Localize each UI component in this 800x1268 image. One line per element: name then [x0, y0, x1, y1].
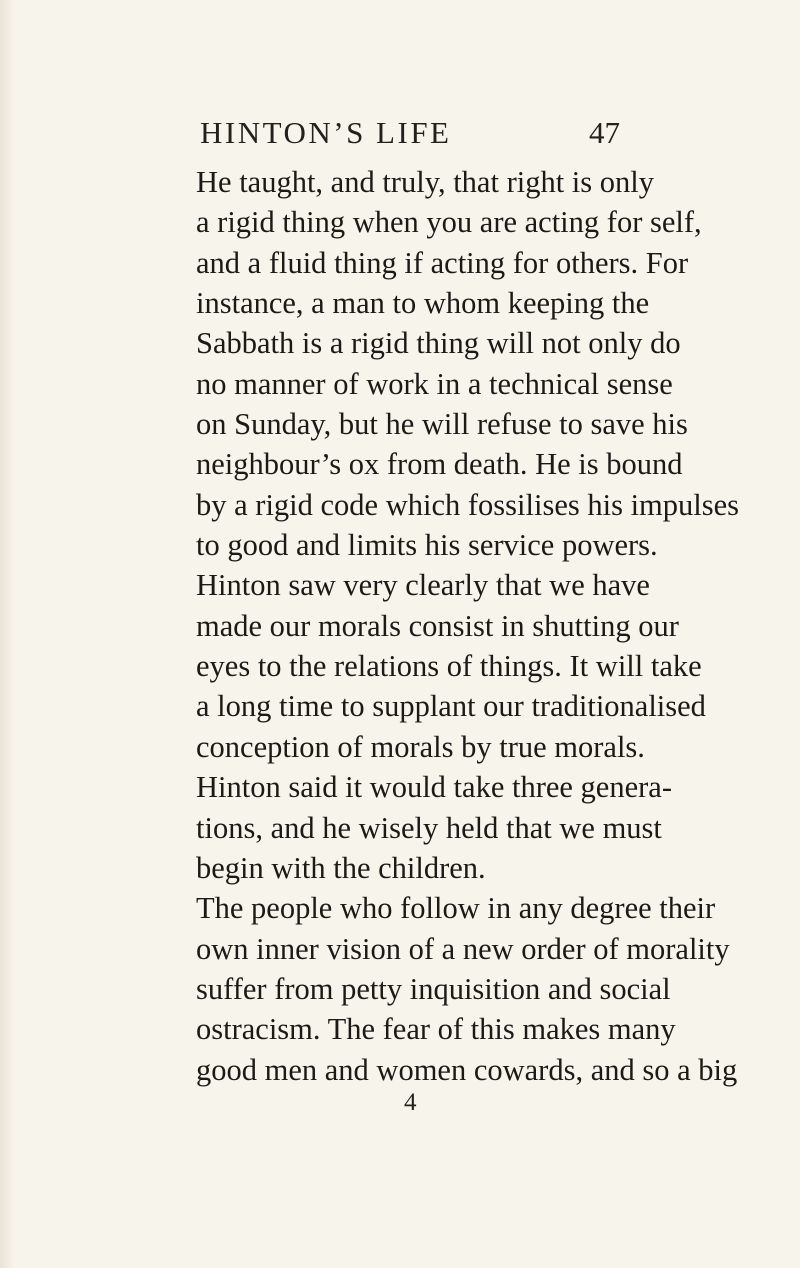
text-line: a long time to supplant our traditionalised: [196, 689, 706, 724]
text-line: Hinton said it would take three genera-: [196, 770, 672, 805]
text-line: instance, a man to whom keeping the: [196, 286, 650, 321]
gutter-shadow: [0, 0, 14, 1268]
text-line: no manner of work in a technical sense: [196, 366, 673, 401]
text-line: suffer from petty inquisition and social: [196, 971, 671, 1006]
text-line: Hinton saw very clearly that we have: [196, 568, 650, 603]
running-title: HINTON’S LIFE: [200, 115, 452, 150]
text-line: neighbour’s ox from death. He is bound: [196, 447, 683, 482]
text-line: to good and limits his service powers.: [196, 528, 658, 563]
text-line: eyes to the relations of things. It will take: [196, 649, 702, 684]
text-line: conception of morals by true morals.: [196, 729, 645, 764]
text-line: made our morals consist in shutting our: [196, 608, 679, 643]
text-line: begin with the children.: [196, 850, 486, 885]
text-line: on Sunday, but he will refuse to save his: [196, 407, 688, 442]
text-line: by a rigid code which fossilises his impulses: [196, 487, 740, 522]
text-line: He taught, and truly, that right is only: [196, 165, 654, 199]
signature-mark: 4: [404, 1089, 417, 1116]
body-text: [196, 162, 740, 1090]
text-line: tions, and he wisely held that we must: [196, 810, 662, 845]
text-line: a rigid thing when you are acting for self,: [196, 205, 702, 240]
text-line: and a fluid thing if acting for others. For: [196, 245, 689, 280]
text-line: good men and women cowards, and so a big: [196, 1052, 738, 1087]
text-line: ostracism. The fear of this makes many: [196, 1012, 676, 1047]
text-line: The people who follow in any degree their: [196, 891, 716, 926]
page-number: 47: [589, 115, 620, 150]
text-line: own inner vision of a new order of morality: [196, 931, 730, 966]
text-line: Sabbath is a rigid thing will not only do: [196, 326, 681, 361]
